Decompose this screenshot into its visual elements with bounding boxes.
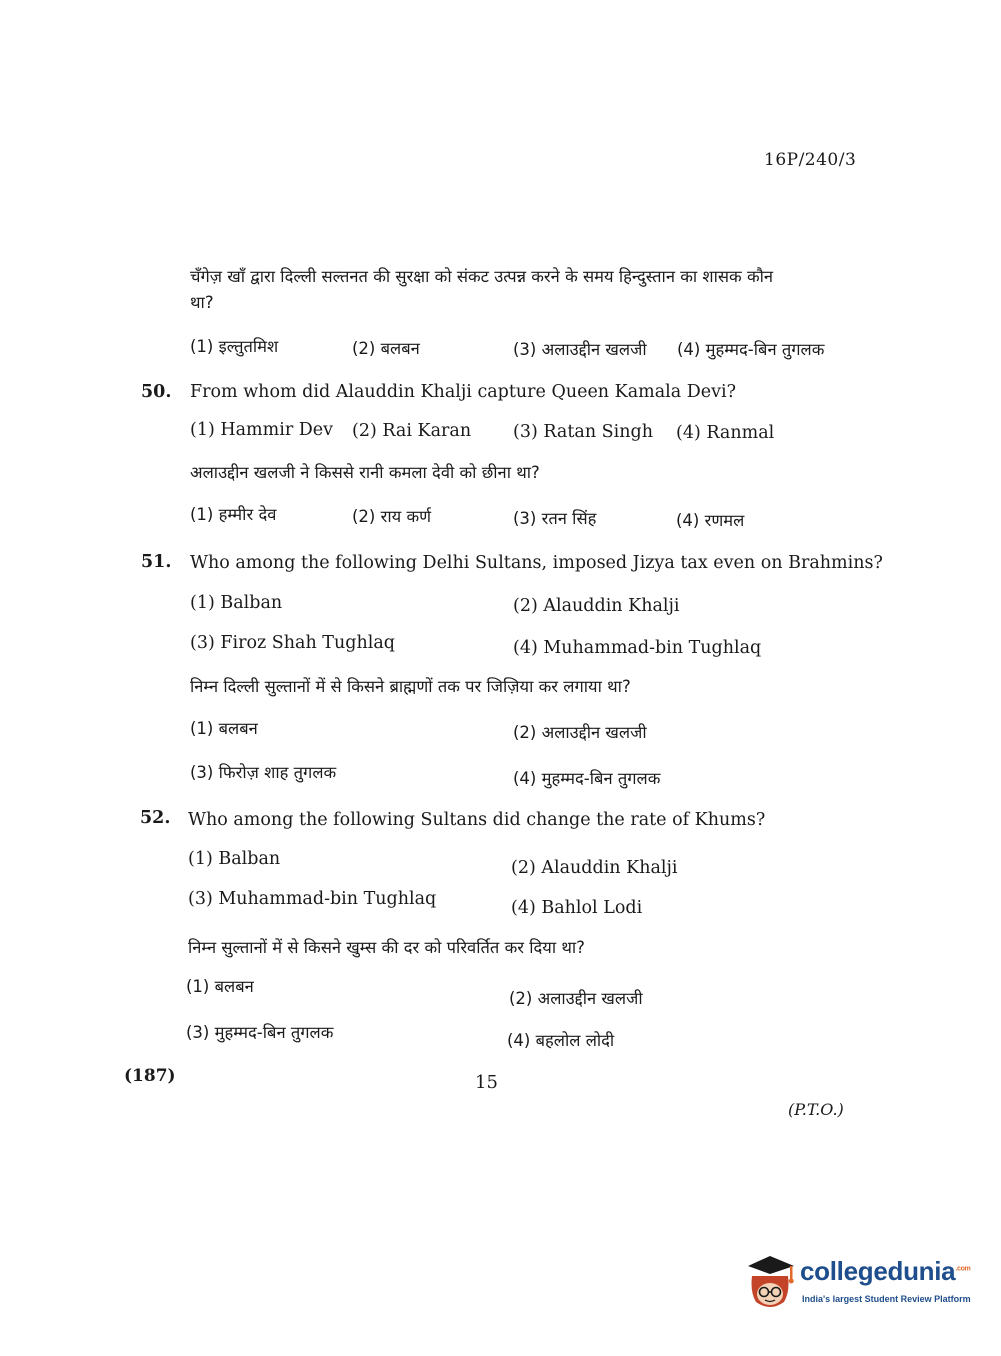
page-number: 15 bbox=[475, 1072, 498, 1093]
q50-option-en-2: (2) Rai Karan bbox=[352, 421, 472, 441]
q51-option-hi-3: (3) फिरोज़ शाह तुगलक bbox=[190, 763, 337, 782]
q49-question-hi-line2: था? bbox=[190, 293, 214, 312]
q52-option-hi-4: (4) बहलोल लोदी bbox=[507, 1031, 615, 1050]
q50-option-hi-4: (4) रणमल bbox=[676, 511, 745, 530]
q51-option-en-3: (3) Firoz Shah Tughlaq bbox=[190, 633, 395, 653]
q52-question-en: Who among the following Sultans did change the rate of Khums? bbox=[188, 810, 766, 830]
booklet-code: (187) bbox=[124, 1066, 176, 1086]
q52-option-hi-1: (1) बलबन bbox=[186, 977, 254, 996]
q51-question-en: Who among the following Delhi Sultans, imposed Jizya tax even on Brahmins? bbox=[190, 553, 883, 573]
q51-option-en-2: (2) Alauddin Khalji bbox=[513, 596, 680, 616]
q50-option-hi-1: (1) हम्मीर देव bbox=[190, 505, 277, 524]
pto-label: (P.T.O.) bbox=[788, 1100, 844, 1119]
collegedunia-logo[interactable] bbox=[742, 1252, 972, 1320]
logo-wordmark: collegedunia$^{.com}$ bbox=[800, 1256, 971, 1286]
q50-question-hi: अलाउद्दीन खलजी ने किससे रानी कमला देवी को छीना था? bbox=[190, 463, 540, 482]
q52-option-hi-3: (3) मुहम्मद-बिन तुगलक bbox=[186, 1023, 334, 1042]
q50-option-hi-3: (3) रतन सिंह bbox=[513, 509, 597, 528]
q51-question-hi: निम्न दिल्ली सुल्तानों में से किसने ब्राह्मणों तक पर जिज़िया कर लगाया था? bbox=[190, 677, 631, 696]
q50-option-en-1: (1) Hammir Dev bbox=[190, 420, 334, 440]
q52-question-hi: निम्न सुल्तानों में से किसने खुम्स की दर को परिवर्तित कर दिया था? bbox=[188, 938, 585, 957]
logo-tagline: India's largest Student Review Platform bbox=[802, 1294, 971, 1304]
q50-question-en: From whom did Alauddin Khalji capture Queen Kamala Devi? bbox=[190, 382, 737, 402]
q49-option-3: (3) अलाउद्दीन खलजी bbox=[513, 340, 647, 359]
mascot-icon bbox=[742, 1252, 798, 1314]
q50-option-hi-2: (2) राय कर्ण bbox=[352, 507, 432, 526]
q52-option-en-4: (4) Bahlol Lodi bbox=[511, 898, 643, 918]
q52-option-hi-2: (2) अलाउद्दीन खलजी bbox=[509, 989, 643, 1008]
q51-option-hi-2: (2) अलाउद्दीन खलजी bbox=[513, 723, 647, 742]
q50-number: 50. bbox=[141, 382, 172, 402]
q49-question-hi-line1: चँगेज़ खाँ द्वारा दिल्ली सल्तनत की सुरक्षा को संकट उत्पन्न करने के समय हिन्दुस्तान का शासक कौन bbox=[190, 267, 774, 286]
q52-number: 52. bbox=[140, 808, 171, 828]
q51-option-en-4: (4) Muhammad-bin Tughlaq bbox=[513, 638, 762, 658]
q52-option-en-1: (1) Balban bbox=[188, 849, 281, 869]
q49-option-2: (2) बलबन bbox=[352, 339, 420, 358]
q49-option-1: (1) इल्तुतमिश bbox=[190, 337, 279, 356]
q52-option-en-2: (2) Alauddin Khalji bbox=[511, 858, 678, 878]
q49-option-4: (4) मुहम्मद-बिन तुगलक bbox=[677, 340, 825, 359]
q51-option-hi-4: (4) मुहम्मद-बिन तुगलक bbox=[513, 769, 661, 788]
q51-number: 51. bbox=[141, 552, 172, 572]
q51-option-hi-1: (1) बलबन bbox=[190, 719, 258, 738]
logo-domain-suffix: .com bbox=[955, 1265, 971, 1273]
q50-option-en-3: (3) Ratan Singh bbox=[513, 422, 653, 442]
q50-option-en-4: (4) Ranmal bbox=[676, 423, 775, 443]
paper-code: 16P/240/3 bbox=[764, 150, 857, 170]
q52-option-en-3: (3) Muhammad-bin Tughlaq bbox=[188, 889, 437, 909]
q51-option-en-1: (1) Balban bbox=[190, 593, 283, 613]
